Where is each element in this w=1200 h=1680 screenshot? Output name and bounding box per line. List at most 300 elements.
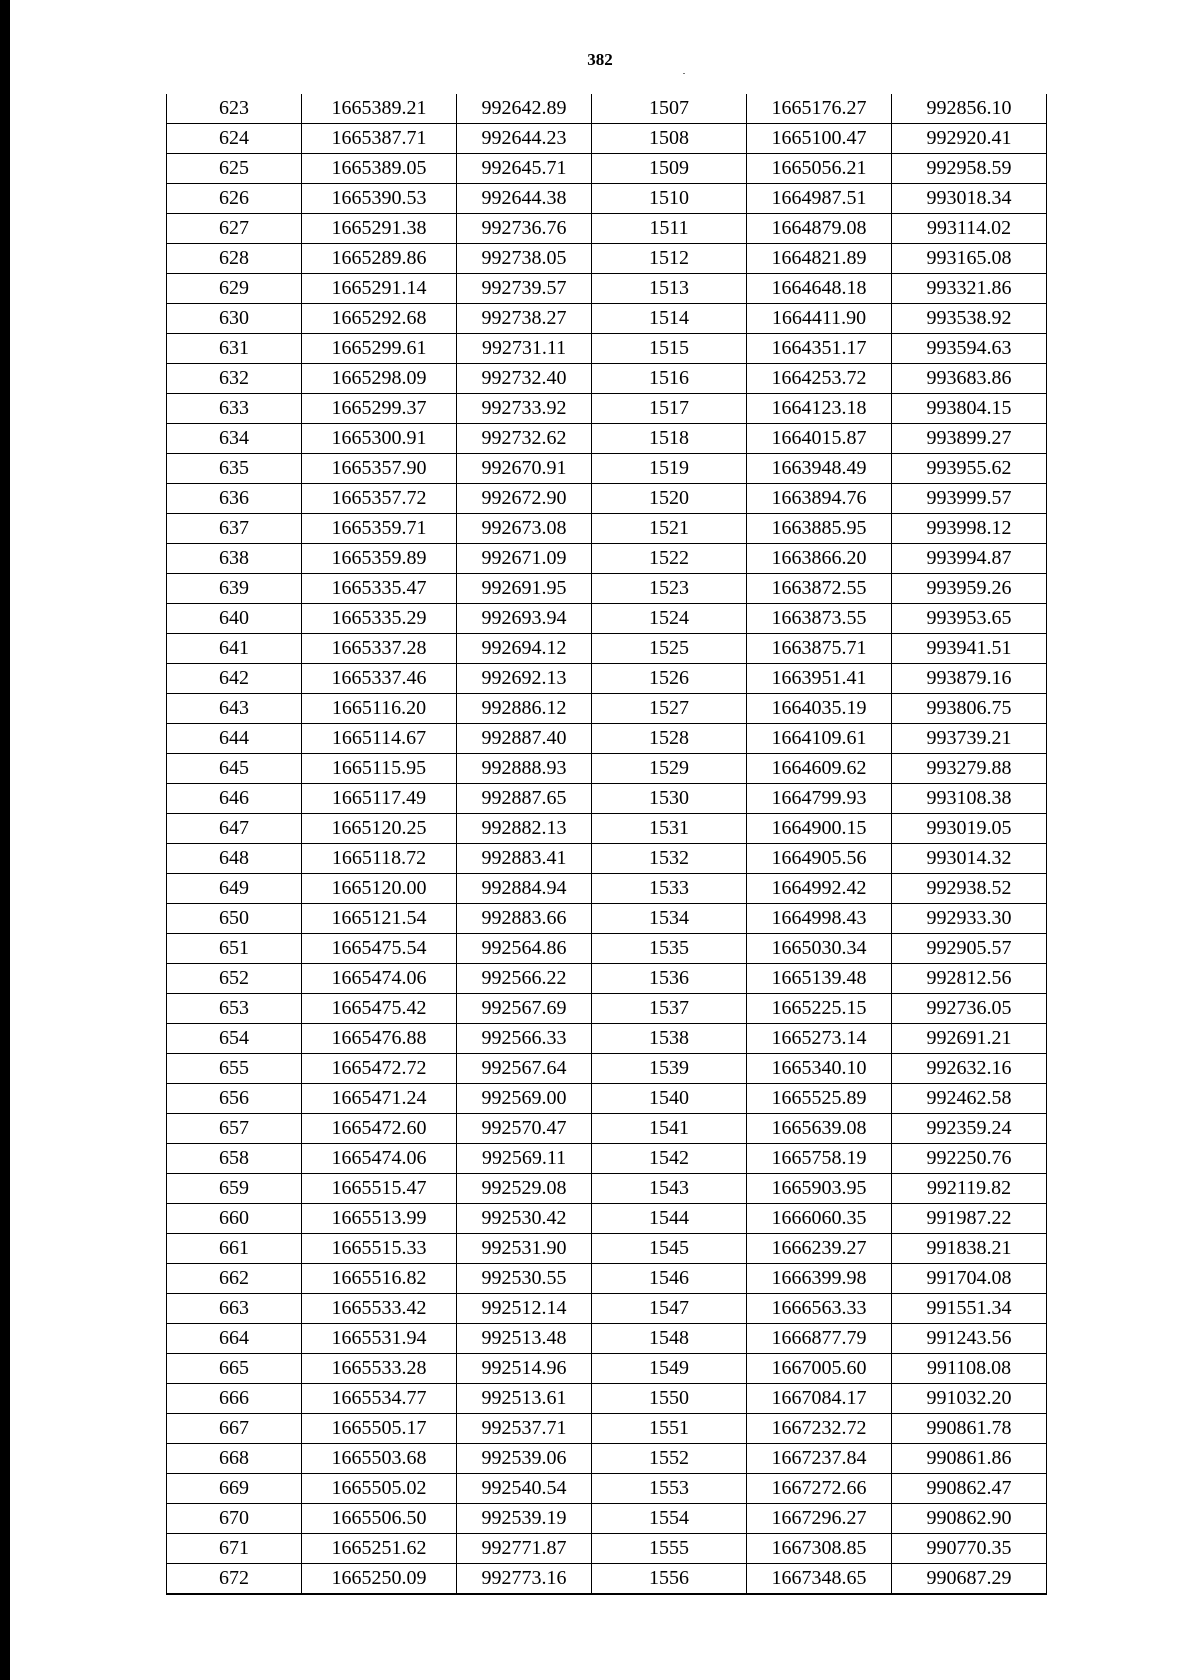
point-id-cell: 664 (167, 1324, 302, 1354)
y-coordinate-cell: 992539.19 (457, 1504, 592, 1534)
y-coordinate-cell: 992673.08 (457, 514, 592, 544)
x-coordinate-cell: 1664035.19 (747, 694, 892, 724)
y-coordinate-cell: 993014.32 (892, 844, 1047, 874)
point-id-cell: 1554 (592, 1504, 747, 1534)
x-coordinate-cell: 1665100.47 (747, 124, 892, 154)
x-coordinate-cell: 1663866.20 (747, 544, 892, 574)
y-coordinate-cell: 992359.24 (892, 1114, 1047, 1144)
point-id-cell: 1533 (592, 874, 747, 904)
point-id-cell: 1508 (592, 124, 747, 154)
point-id-cell: 639 (167, 574, 302, 604)
y-coordinate-cell: 992570.47 (457, 1114, 592, 1144)
y-coordinate-cell: 992905.57 (892, 934, 1047, 964)
point-id-cell: 1541 (592, 1114, 747, 1144)
y-coordinate-cell: 993018.34 (892, 184, 1047, 214)
point-id-cell: 659 (167, 1174, 302, 1204)
point-id-cell: 635 (167, 454, 302, 484)
x-coordinate-cell: 1665505.02 (302, 1474, 457, 1504)
point-id-cell: 666 (167, 1384, 302, 1414)
point-id-cell: 1539 (592, 1054, 747, 1084)
point-id-cell: 663 (167, 1294, 302, 1324)
point-id-cell: 1536 (592, 964, 747, 994)
y-coordinate-cell: 993953.65 (892, 604, 1047, 634)
table-row (167, 994, 1047, 1024)
table-row (167, 1054, 1047, 1084)
point-id-cell: 661 (167, 1234, 302, 1264)
x-coordinate-cell: 1665515.47 (302, 1174, 457, 1204)
x-coordinate-cell: 1665114.67 (302, 724, 457, 754)
point-id-cell: 1542 (592, 1144, 747, 1174)
y-coordinate-cell: 992883.66 (457, 904, 592, 934)
point-id-cell: 1532 (592, 844, 747, 874)
table-row (167, 1204, 1047, 1234)
x-coordinate-cell: 1664998.43 (747, 904, 892, 934)
x-coordinate-cell: 1664905.56 (747, 844, 892, 874)
point-id-cell: 658 (167, 1144, 302, 1174)
table-row (167, 904, 1047, 934)
y-coordinate-cell: 993165.08 (892, 244, 1047, 274)
y-coordinate-cell: 992738.27 (457, 304, 592, 334)
y-coordinate-cell: 992672.90 (457, 484, 592, 514)
y-coordinate-cell: 993998.12 (892, 514, 1047, 544)
x-coordinate-cell: 1665533.28 (302, 1354, 457, 1384)
y-coordinate-cell: 991838.21 (892, 1234, 1047, 1264)
x-coordinate-cell: 1665030.34 (747, 934, 892, 964)
table-row (167, 724, 1047, 754)
table-row (167, 334, 1047, 364)
point-id-cell: 643 (167, 694, 302, 724)
point-id-cell: 671 (167, 1534, 302, 1564)
y-coordinate-cell: 992920.41 (892, 124, 1047, 154)
y-coordinate-cell: 993959.26 (892, 574, 1047, 604)
point-id-cell: 1537 (592, 994, 747, 1024)
y-coordinate-cell: 992530.42 (457, 1204, 592, 1234)
point-id-cell: 1547 (592, 1294, 747, 1324)
y-coordinate-cell: 992513.61 (457, 1384, 592, 1414)
point-id-cell: 1543 (592, 1174, 747, 1204)
y-coordinate-cell: 992531.90 (457, 1234, 592, 1264)
x-coordinate-cell: 1665118.72 (302, 844, 457, 874)
y-coordinate-cell: 992567.69 (457, 994, 592, 1024)
table-row (167, 244, 1047, 274)
point-id-cell: 645 (167, 754, 302, 784)
y-coordinate-cell: 990861.86 (892, 1444, 1047, 1474)
x-coordinate-cell: 1665472.72 (302, 1054, 457, 1084)
x-coordinate-cell: 1666563.33 (747, 1294, 892, 1324)
table-row (167, 1114, 1047, 1144)
x-coordinate-cell: 1665335.47 (302, 574, 457, 604)
x-coordinate-cell: 1663875.71 (747, 634, 892, 664)
y-coordinate-cell: 992732.40 (457, 364, 592, 394)
point-id-cell: 650 (167, 904, 302, 934)
point-id-cell: 638 (167, 544, 302, 574)
x-coordinate-cell: 1665299.61 (302, 334, 457, 364)
x-coordinate-cell: 1664987.51 (747, 184, 892, 214)
point-id-cell: 1520 (592, 484, 747, 514)
y-coordinate-cell: 992566.22 (457, 964, 592, 994)
x-coordinate-cell: 1665273.14 (747, 1024, 892, 1054)
point-id-cell: 651 (167, 934, 302, 964)
x-coordinate-cell: 1663948.49 (747, 454, 892, 484)
x-coordinate-cell: 1665474.06 (302, 964, 457, 994)
x-coordinate-cell: 1664900.15 (747, 814, 892, 844)
point-id-cell: 654 (167, 1024, 302, 1054)
table-row (167, 214, 1047, 244)
point-id-cell: 1531 (592, 814, 747, 844)
x-coordinate-cell: 1665225.15 (747, 994, 892, 1024)
x-coordinate-cell: 1665357.72 (302, 484, 457, 514)
point-id-cell: 629 (167, 274, 302, 304)
table-row (167, 604, 1047, 634)
x-coordinate-cell: 1665639.08 (747, 1114, 892, 1144)
y-coordinate-cell: 993739.21 (892, 724, 1047, 754)
y-coordinate-cell: 992642.89 (457, 94, 592, 124)
point-id-cell: 633 (167, 394, 302, 424)
y-coordinate-cell: 990861.78 (892, 1414, 1047, 1444)
x-coordinate-cell: 1665139.48 (747, 964, 892, 994)
x-coordinate-cell: 1665120.25 (302, 814, 457, 844)
y-coordinate-cell: 992691.21 (892, 1024, 1047, 1054)
x-coordinate-cell: 1665359.89 (302, 544, 457, 574)
y-coordinate-cell: 992513.48 (457, 1324, 592, 1354)
y-coordinate-cell: 991987.22 (892, 1204, 1047, 1234)
point-id-cell: 1518 (592, 424, 747, 454)
x-coordinate-cell: 1664992.42 (747, 874, 892, 904)
table-row (167, 1414, 1047, 1444)
point-id-cell: 1555 (592, 1534, 747, 1564)
point-id-cell: 1524 (592, 604, 747, 634)
y-coordinate-cell: 991032.20 (892, 1384, 1047, 1414)
point-id-cell: 1517 (592, 394, 747, 424)
x-coordinate-cell: 1665474.06 (302, 1144, 457, 1174)
point-id-cell: 1507 (592, 94, 747, 124)
table-row (167, 304, 1047, 334)
y-coordinate-cell: 992773.16 (457, 1564, 592, 1595)
table-row (167, 874, 1047, 904)
point-id-cell: 1512 (592, 244, 747, 274)
x-coordinate-cell: 1667272.66 (747, 1474, 892, 1504)
x-coordinate-cell: 1665503.68 (302, 1444, 457, 1474)
x-coordinate-cell: 1664799.93 (747, 784, 892, 814)
table-row (167, 274, 1047, 304)
x-coordinate-cell: 1663872.55 (747, 574, 892, 604)
x-coordinate-cell: 1664821.89 (747, 244, 892, 274)
table-row (167, 124, 1047, 154)
y-coordinate-cell: 992539.06 (457, 1444, 592, 1474)
table-row (167, 664, 1047, 694)
point-id-cell: 1514 (592, 304, 747, 334)
table-row (167, 1024, 1047, 1054)
point-id-cell: 624 (167, 124, 302, 154)
x-coordinate-cell: 1664253.72 (747, 364, 892, 394)
page-number: 382 (587, 50, 613, 69)
x-coordinate-cell: 1665513.99 (302, 1204, 457, 1234)
point-id-cell: 623 (167, 94, 302, 124)
x-coordinate-cell: 1665056.21 (747, 154, 892, 184)
x-coordinate-cell: 1664351.17 (747, 334, 892, 364)
y-coordinate-cell: 992736.05 (892, 994, 1047, 1024)
y-coordinate-cell: 992887.40 (457, 724, 592, 754)
y-coordinate-cell: 992958.59 (892, 154, 1047, 184)
point-id-cell: 1550 (592, 1384, 747, 1414)
scan-edge-bar (0, 0, 10, 1680)
x-coordinate-cell: 1665357.90 (302, 454, 457, 484)
point-id-cell: 662 (167, 1264, 302, 1294)
x-coordinate-cell: 1665903.95 (747, 1174, 892, 1204)
x-coordinate-cell: 1665251.62 (302, 1534, 457, 1564)
point-id-cell: 1526 (592, 664, 747, 694)
x-coordinate-cell: 1664879.08 (747, 214, 892, 244)
table-row (167, 694, 1047, 724)
y-coordinate-cell: 992537.71 (457, 1414, 592, 1444)
y-coordinate-cell: 992692.13 (457, 664, 592, 694)
point-id-cell: 1529 (592, 754, 747, 784)
point-id-cell: 632 (167, 364, 302, 394)
point-id-cell: 1527 (592, 694, 747, 724)
table-row (167, 1474, 1047, 1504)
point-id-cell: 668 (167, 1444, 302, 1474)
y-coordinate-cell: 990770.35 (892, 1534, 1047, 1564)
y-coordinate-cell: 992529.08 (457, 1174, 592, 1204)
y-coordinate-cell: 993019.05 (892, 814, 1047, 844)
point-id-cell: 1535 (592, 934, 747, 964)
y-coordinate-cell: 992569.11 (457, 1144, 592, 1174)
x-coordinate-cell: 1664123.18 (747, 394, 892, 424)
x-coordinate-cell: 1667348.65 (747, 1564, 892, 1595)
point-id-cell: 649 (167, 874, 302, 904)
y-coordinate-cell: 990687.29 (892, 1564, 1047, 1595)
y-coordinate-cell: 991243.56 (892, 1324, 1047, 1354)
point-id-cell: 665 (167, 1354, 302, 1384)
table-row (167, 184, 1047, 214)
table-row (167, 1264, 1047, 1294)
y-coordinate-cell: 992569.00 (457, 1084, 592, 1114)
y-coordinate-cell: 992632.16 (892, 1054, 1047, 1084)
table-row (167, 394, 1047, 424)
y-coordinate-cell: 993279.88 (892, 754, 1047, 784)
x-coordinate-cell: 1664609.62 (747, 754, 892, 784)
point-id-cell: 655 (167, 1054, 302, 1084)
y-coordinate-cell: 992462.58 (892, 1084, 1047, 1114)
y-coordinate-cell: 992738.05 (457, 244, 592, 274)
y-coordinate-cell: 992644.38 (457, 184, 592, 214)
point-id-cell: 1540 (592, 1084, 747, 1114)
x-coordinate-cell: 1665534.77 (302, 1384, 457, 1414)
point-id-cell: 660 (167, 1204, 302, 1234)
y-coordinate-cell: 992771.87 (457, 1534, 592, 1564)
x-coordinate-cell: 1665299.37 (302, 394, 457, 424)
point-id-cell: 1551 (592, 1414, 747, 1444)
x-coordinate-cell: 1665176.27 (747, 94, 892, 124)
y-coordinate-cell: 993941.51 (892, 634, 1047, 664)
x-coordinate-cell: 1665389.05 (302, 154, 457, 184)
point-id-cell: 1530 (592, 784, 747, 814)
point-id-cell: 1548 (592, 1324, 747, 1354)
point-id-cell: 1552 (592, 1444, 747, 1474)
point-id-cell: 644 (167, 724, 302, 754)
x-coordinate-cell: 1665516.82 (302, 1264, 457, 1294)
x-coordinate-cell: 1665476.88 (302, 1024, 457, 1054)
y-coordinate-cell: 993994.87 (892, 544, 1047, 574)
x-coordinate-cell: 1665389.21 (302, 94, 457, 124)
y-coordinate-cell: 993321.86 (892, 274, 1047, 304)
point-id-cell: 627 (167, 214, 302, 244)
y-coordinate-cell: 990862.90 (892, 1504, 1047, 1534)
x-coordinate-cell: 1665387.71 (302, 124, 457, 154)
table-row (167, 1144, 1047, 1174)
y-coordinate-cell: 992250.76 (892, 1144, 1047, 1174)
x-coordinate-cell: 1667237.84 (747, 1444, 892, 1474)
y-coordinate-cell: 993683.86 (892, 364, 1047, 394)
x-coordinate-cell: 1665390.53 (302, 184, 457, 214)
x-coordinate-cell: 1667232.72 (747, 1414, 892, 1444)
x-coordinate-cell: 1665291.38 (302, 214, 457, 244)
point-id-cell: 669 (167, 1474, 302, 1504)
table-row (167, 1444, 1047, 1474)
x-coordinate-cell: 1666399.98 (747, 1264, 892, 1294)
point-id-cell: 652 (167, 964, 302, 994)
x-coordinate-cell: 1665121.54 (302, 904, 457, 934)
point-id-cell: 640 (167, 604, 302, 634)
y-coordinate-cell: 990862.47 (892, 1474, 1047, 1504)
point-id-cell: 1544 (592, 1204, 747, 1234)
y-coordinate-cell: 992671.09 (457, 544, 592, 574)
x-coordinate-cell: 1663894.76 (747, 484, 892, 514)
x-coordinate-cell: 1665475.54 (302, 934, 457, 964)
x-coordinate-cell: 1665337.28 (302, 634, 457, 664)
table-row (167, 544, 1047, 574)
table-row (167, 424, 1047, 454)
y-coordinate-cell: 992732.62 (457, 424, 592, 454)
y-coordinate-cell: 992512.14 (457, 1294, 592, 1324)
point-id-cell: 1553 (592, 1474, 747, 1504)
y-coordinate-cell: 992888.93 (457, 754, 592, 784)
x-coordinate-cell: 1663951.41 (747, 664, 892, 694)
point-id-cell: 653 (167, 994, 302, 1024)
y-coordinate-cell: 992886.12 (457, 694, 592, 724)
table-row (167, 1354, 1047, 1384)
table-row (167, 844, 1047, 874)
x-coordinate-cell: 1665505.17 (302, 1414, 457, 1444)
x-coordinate-cell: 1665120.00 (302, 874, 457, 904)
x-coordinate-cell: 1665335.29 (302, 604, 457, 634)
x-coordinate-cell: 1667308.85 (747, 1534, 892, 1564)
coordinate-table (166, 94, 1047, 1595)
table-row (167, 154, 1047, 184)
y-coordinate-cell: 993804.15 (892, 394, 1047, 424)
y-coordinate-cell: 993108.38 (892, 784, 1047, 814)
y-coordinate-cell: 993806.75 (892, 694, 1047, 724)
point-id-cell: 1521 (592, 514, 747, 544)
point-id-cell: 667 (167, 1414, 302, 1444)
x-coordinate-cell: 1663873.55 (747, 604, 892, 634)
point-id-cell: 1545 (592, 1234, 747, 1264)
point-id-cell: 1509 (592, 154, 747, 184)
y-coordinate-cell: 992733.92 (457, 394, 592, 424)
y-coordinate-cell: 991704.08 (892, 1264, 1047, 1294)
y-coordinate-cell: 991108.08 (892, 1354, 1047, 1384)
y-coordinate-cell: 993955.62 (892, 454, 1047, 484)
point-id-cell: 1511 (592, 214, 747, 244)
point-id-cell: 1538 (592, 1024, 747, 1054)
x-coordinate-cell: 1663885.95 (747, 514, 892, 544)
table-row (167, 364, 1047, 394)
y-coordinate-cell: 992691.95 (457, 574, 592, 604)
point-id-cell: 670 (167, 1504, 302, 1534)
y-coordinate-cell: 992887.65 (457, 784, 592, 814)
table-row (167, 484, 1047, 514)
y-coordinate-cell: 992938.52 (892, 874, 1047, 904)
point-id-cell: 656 (167, 1084, 302, 1114)
x-coordinate-cell: 1665291.14 (302, 274, 457, 304)
table-row (167, 1234, 1047, 1264)
table-row (167, 1294, 1047, 1324)
table-row (167, 814, 1047, 844)
y-coordinate-cell: 992564.86 (457, 934, 592, 964)
table-row (167, 1084, 1047, 1114)
x-coordinate-cell: 1665116.20 (302, 694, 457, 724)
y-coordinate-cell: 993538.92 (892, 304, 1047, 334)
table-row (167, 1564, 1047, 1595)
point-id-cell: 1525 (592, 634, 747, 664)
table-row (167, 454, 1047, 484)
x-coordinate-cell: 1665250.09 (302, 1564, 457, 1595)
x-coordinate-cell: 1665533.42 (302, 1294, 457, 1324)
y-coordinate-cell: 992645.71 (457, 154, 592, 184)
point-id-cell: 637 (167, 514, 302, 544)
point-id-cell: 1528 (592, 724, 747, 754)
y-coordinate-cell: 992739.57 (457, 274, 592, 304)
point-id-cell: 1549 (592, 1354, 747, 1384)
table-row (167, 934, 1047, 964)
y-coordinate-cell: 992882.13 (457, 814, 592, 844)
point-id-cell: 641 (167, 634, 302, 664)
table-row (167, 1534, 1047, 1564)
table-row (167, 634, 1047, 664)
point-id-cell: 625 (167, 154, 302, 184)
point-id-cell: 648 (167, 844, 302, 874)
point-id-cell: 672 (167, 1564, 302, 1595)
point-id-cell: 1556 (592, 1564, 747, 1595)
y-coordinate-cell: 992884.94 (457, 874, 592, 904)
x-coordinate-cell: 1665359.71 (302, 514, 457, 544)
x-coordinate-cell: 1665758.19 (747, 1144, 892, 1174)
point-id-cell: 1510 (592, 184, 747, 214)
x-coordinate-cell: 1666060.35 (747, 1204, 892, 1234)
y-coordinate-cell: 991551.34 (892, 1294, 1047, 1324)
x-coordinate-cell: 1665292.68 (302, 304, 457, 334)
x-coordinate-cell: 1667296.27 (747, 1504, 892, 1534)
table-row (167, 964, 1047, 994)
x-coordinate-cell: 1666239.27 (747, 1234, 892, 1264)
y-coordinate-cell: 992693.94 (457, 604, 592, 634)
point-id-cell: 642 (167, 664, 302, 694)
y-coordinate-cell: 992694.12 (457, 634, 592, 664)
table-row (167, 784, 1047, 814)
x-coordinate-cell: 1665300.91 (302, 424, 457, 454)
y-coordinate-cell: 992856.10 (892, 94, 1047, 124)
point-id-cell: 1534 (592, 904, 747, 934)
y-coordinate-cell: 992530.55 (457, 1264, 592, 1294)
y-coordinate-cell: 993594.63 (892, 334, 1047, 364)
table-row (167, 514, 1047, 544)
point-id-cell: 631 (167, 334, 302, 364)
point-id-cell: 646 (167, 784, 302, 814)
x-coordinate-cell: 1664648.18 (747, 274, 892, 304)
table-row (167, 754, 1047, 784)
y-coordinate-cell: 992883.41 (457, 844, 592, 874)
x-coordinate-cell: 1665117.49 (302, 784, 457, 814)
